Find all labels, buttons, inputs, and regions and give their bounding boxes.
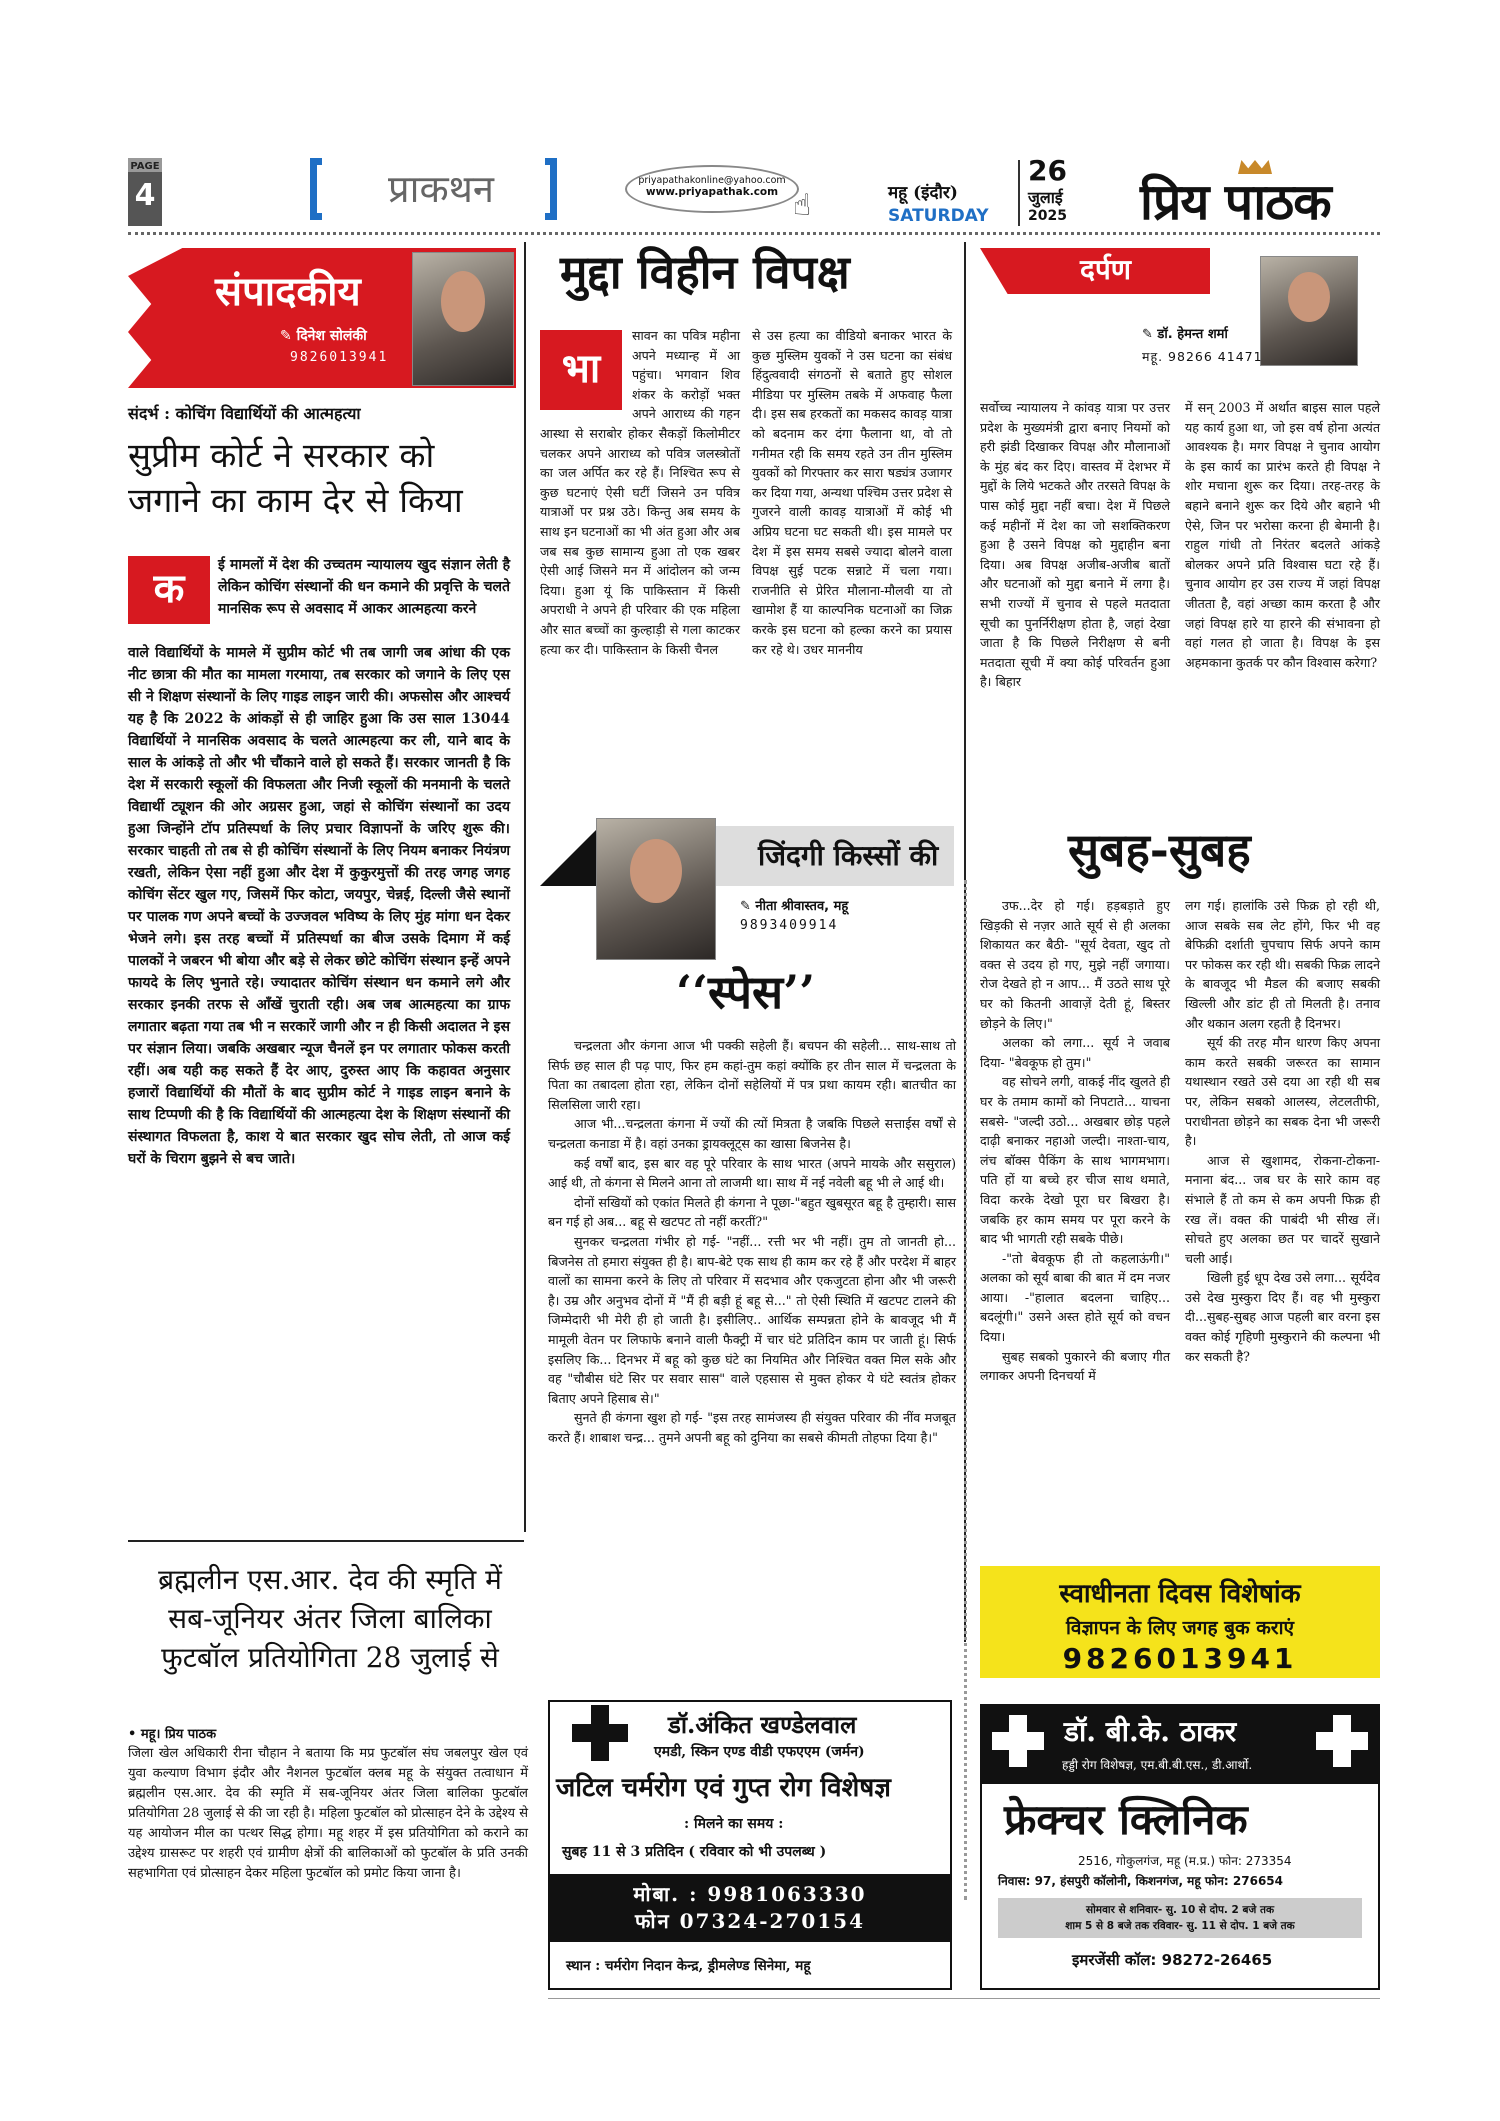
subah-headline: सुबह-सुबह [1068, 823, 1251, 877]
zindagi-headline: ‘‘स्पेस’’ [676, 965, 816, 1019]
day: 26 [1028, 154, 1067, 187]
zindagi-author-photo [596, 818, 716, 960]
independence-ad-phone: 9826013941 [1062, 1642, 1298, 1675]
zindagi-paragraph: दोनों सखियों को एकांत मिलते ही कंगना ने पूछा-"बहुत खुबसूरत बहू है तुम्हारी। सास बन गई हो अब... बहू से खटपट तो नहीं करतीं?" [548, 1194, 956, 1230]
zindagi-paragraph: सुनते ही कंगना खुश हो गई- "इस तरह सामंजस्य ही संयुक्त परिवार की नींव मजबूत करते हैं। शाबाश चन्द्र... तुमने अपनी बहू को दुनिया का सबसे कीमती तोहफा दिया है।" [548, 1410, 956, 1445]
darpan-author-line [1142, 324, 1228, 342]
zindagi-paragraph: कई वर्षों बाद, इस बार वह पूरे परिवार के साथ भारत (अपने मायके और ससुराल) आई थी, तो कंगना से मिलने आना तो लाजमी था। साथ में नई नवेली बहू भी ले आई थी। [548, 1155, 956, 1191]
contact-website[interactable]: www.priyapathak.com [645, 186, 779, 198]
ad-thakar-emergency: इमरजेंसी कॉल: 98272-26465 [1072, 1951, 1273, 1969]
date-divider [1018, 160, 1020, 226]
pointing-hand-icon: ☝ [793, 188, 812, 223]
paper-logo [1140, 160, 1380, 230]
zindagi-author: नीता श्रीवास्तव, महू [755, 899, 849, 914]
editorial-phone: 9826013941 [290, 350, 389, 365]
pen-icon: ✎ [1142, 327, 1158, 342]
football-headline: ब्रह्मलीन एस.आर. देव की स्मृति में सब-जूनियर अंतर जिला बालिका फुटबॉल प्रतियोगिता 28 जुलाई से [158, 1563, 502, 1674]
ad-thakar-address: 2516, गोकुलगंज, महू (म.प्र.) फोन: 273354 [1078, 1854, 1292, 1868]
mudda-col1-text: सावन का पवित्र महीना अपने मध्यान्ह में आ पहुंचा। भगवान शिव शंकर के करोड़ों भक्त अपने आराध्य की गहन आस्था से सराबोर होकर सैकड़ों किलोमीटर चलकर अपने आराध्य को पवित्र जलस्त्रोतों का जल अर्पित कर रहे हैं। निश्चित रूप से कुछ घटनाएं ऐसी घटीं जिसने उन पवित्र यात्राओं पर प्रश्न उठे। किन्तु अब समय के साथ इन घटनाओं का भी अंत हुआ और अब जब सब कुछ सामान्य हुआ तो एक खबर ऐसी आई जिसने मन में आंदोलन को जन्म दिया। हुआ यूं कि पाकिस्तान में किसी अपराधी ने अपने ही परिवार की एक महिला और सात बच्चों का कुल्हाड़ी से गला काटकर हत्या कर दी। पाकिस्तान के किसी चैनल [540, 328, 740, 657]
independence-ad-subtitle: विज्ञापन के लिए जगह बुक कराएं [1065, 1617, 1294, 1639]
subah-paragraph: अलका को लगा... सूर्य ने जवाब दिया- "बेवकूफ हो तुम।" [980, 1035, 1170, 1070]
mudda-dropcap-letter: भा [561, 346, 601, 392]
editorial-context: संदर्भ : कोचिंग विद्यार्थियों की आत्महत्या [128, 404, 361, 423]
zindagi-author-line [740, 896, 848, 914]
football-body: जिला खेल अधिकारी रीना चौहान ने बताया कि मप्र फुटबॉल संघ जबलपुर खेल एवं युवा कल्याण विभाग इंदौर और नैशनल फुटबॉल क्लब महू के संयुक्त तत्वाधान में ब्रह्मलीन एस.आर. देव की स्मृति में सब-जूनियर अंतर जिला बालिका फुटबॉल प्रतियोगिता 28 जुलाई से की जा रही है। महिला फुटबॉल को प्रोत्साहन देने के उद्देश्य से यह आयोजन मील का पत्थर सिद्ध होगा। महू शहर में इस प्रतियोगिता को कराने का उद्देश्य ग्रासरूट पर शहरी एवं ग्रामीण क्षेत्रों की बालिकाओं को फुटबॉल के प्रति उनकी सहभागिता एवं प्रोत्साहन देकर महिला फुटबॉल को प्रमोट किया जाना है। [128, 1746, 528, 1881]
darpan-label: दर्पण [1080, 253, 1132, 286]
ad-thakar-residence: निवास: 97, हंसपुरी कॉलोनी, किशनगंज, महू फोन: 276654 [998, 1874, 1283, 1888]
ad-thakar-degree: हड्डी रोग विशेषज्ञ, एम.बी.बी.एस., डी.आर्थो. [1062, 1758, 1253, 1772]
football-dateline: • महू। प्रिय पाठक [128, 1727, 217, 1742]
paper-name: प्रिय पाठक [1140, 172, 1331, 231]
editorial-end-rule [128, 1540, 524, 1542]
year: 2025 [1028, 208, 1067, 224]
ad-thakar-hours-box [998, 1898, 1362, 1938]
zindagi-story [548, 1036, 956, 1447]
ad-ankit-doctor: डॉ.अंकित खण्डेलवाल [668, 1710, 857, 1739]
editorial-author-photo [412, 252, 514, 386]
city: महू (इंदौर) [888, 183, 958, 203]
page-bottom-rule [548, 1998, 1380, 1999]
darpan-place-phone: महू. 98266 41471 [1142, 349, 1263, 364]
mudda-col2-text: से उस हत्या का वीडियो बनाकर भारत के कुछ मुस्लिम युवकों ने उस घटना का संबंध हिंदुत्ववादी संगठनों से बताते हुए सोशल मीडिया पर मुस्लिम तबके में अफवाह फैला दी। इस सब हरकतों का मकसद कावड़ यात्रा को बदनाम कर दंगा फैलाना था, वो तो गनीमत रही कि समय रहते उन तीन मुस्लिम युवकों को गिरफ्तार कर सारा षड्यंत्र उजागर कर दिया गया, अन्यथा पश्चिम उत्तर प्रदेश से गुजरने वाली कावड़ यात्राओं में कोई भी अप्रिय घटना घट सकती थी। इस मामले पर देश में इस समय सबसे ज्यादा बोलने वाला विपक्ष सुई पटक सन्नाटे में चला गया। राजनीति से प्रेरित मौलाना-मौलवी या तो खामोश हैं या काल्पनिक घटनाओं का जिक्र करके इस घटना को हल्का करने का प्रयास कर रहे थे। उधर माननीय [752, 328, 952, 657]
month: जुलाई [1028, 188, 1063, 207]
subah-paragraph: खिली हुई धूप देख उसे लगा... सूर्यदेव उसे देख मुस्कुरा दिए हैं। वह भी मुस्कुरा दी...सुबह-सुबह आज पहली बार वरना इस वक्त कोई गृहिणी मुस्कुराने की कल्पना भी कर सकती है? [1185, 1270, 1380, 1364]
pen-icon: ✎ [740, 899, 756, 914]
ad-thakar-clinic: फ्रेक्चर क्लिनिक [1004, 1795, 1248, 1844]
column-divider-1 [524, 242, 526, 1532]
ad-ankit-phone: फोन 07324-270154 [634, 1909, 866, 1933]
zindagi-paragraph: आज भी...चन्द्रलता कंगना में ज्यों की त्यों मित्रता है जबकि पिछले सत्ताईस वर्षों से चन्द्रलता कनाडा में है। वहां उनका ड्रायक्लूट्स का खासा बिजनेस है। [548, 1116, 956, 1151]
page-number: 4 [134, 178, 156, 213]
ad-ankit-address: स्थान : चर्मरोग निदान केन्द्र, ड्रीमलेण्ड सिनेमा, महू [566, 1958, 811, 1974]
ad-ankit-degree: एमडी, स्किन एण्ड वीडी एफएएम (जर्मन) [654, 1744, 865, 1760]
page-label [128, 158, 162, 226]
ad-ankit-contact-band [550, 1874, 950, 1942]
subah-paragraph: वह सोचने लगी, वाकई नींद खुलते ही घर के तमाम कामों को निपटाते... याचना सबसे- "जल्दी उठो... अखबार छोड़ पहले दाढ़ी बनाकर नहाओ जल्दी। नाश्ता-चाय, लंच बॉक्स पैकिंग के साथ भागमभाग। पति हों या बच्चे हर चीज साथ थमाते, विदा करके देखो पूरा घर बिखरा है। जबकि हर काम समय पर पूरा करने के बाद भी भागती रही सबके पीछे। [980, 1074, 1170, 1247]
ad-thakar-header [982, 1706, 1378, 1784]
zindagi-paragraph: चन्द्रलता और कंगना आज भी पक्की सहेली हैं। बचपन की सहेली... साथ-साथ तो सिर्फ छह साल ही पढ़ पाए, फिर हम कहां-तुम कहां क्योंकि हर तीन साल में चन्द्रलता के पिता का तबादला होता रहा, लेकिन दोनों सहेलियों में पत्र प्रथा कायम रही। बातचीत का सिलसिला जारी रहा। [548, 1038, 956, 1112]
subah-paragraph: सूर्य की तरह मौन धारण किए अपना काम करते सबकी जरूरत का सामान यथास्थान रखते उसे दया आ रही थी सब पर, लेकिन सबको आलस्य, लेटलतीफी, पराधीनता छोड़ने का सबक देना भी जरूरी है। [1185, 1035, 1380, 1149]
darpan-col1-text: सर्वोच्च न्यायालय ने कांवड़ यात्रा पर उत्तर प्रदेश के मुख्यमंत्री द्वारा बनाए नियमों को हरी झंडी दिखाकर विपक्ष और मौलानाओं के मुंह बंद कर दिए। वास्तव में देशभर में मुद्दों के लिये भटकते और तरसते विपक्ष के पास कोई मुद्दा नहीं बचा। देश में पिछले कई महीनों में देश का जो सशक्तिकरण हुआ है उसने विपक्ष को मुद्दाहीन बना दिया। अब विपक्ष अजीब-अजीब बातों और घटनाओं को मुद्दा बनाने में लगा है। सभी राज्यों में चुनाव से पहले मतदाता सूची का पुनर्निरीक्षण होता है, जहां देखा जाता है कि पिछले निरीक्षण से बनी मतदाता सूची में क्या कोई परिवर्तन हुआ है। बिहार [980, 400, 1170, 690]
editorial-author-line [280, 326, 367, 345]
zindagi-label: जिंदगी किस्सों की [758, 839, 939, 872]
subah-paragraph: लग गई। हालांकि उसे फिक्र हो रही थी, आज सबके सब लेट होंगे, फिर भी वह बेफिक्री दर्शाती चुपचाप सिर्फ अपने काम पर फोकस कर रही थी। सबकी फिक्र लादने के बावजूद भी मैडल की बजाए सबकी खिल्ली और डांट ही तो मिलती है। तनाव और थकान अलग रहती है दिनभर। [1185, 898, 1380, 1031]
editorial-label: संपादकीय [215, 268, 361, 315]
section-bracket-left [310, 158, 322, 220]
darpan-author: डॉ. हेमन्त शर्मा [1157, 327, 1228, 342]
ad-ankit-timing: सुबह 11 से 3 प्रतिदिन ( रविवार को भी उपलब्ध ) [562, 1844, 827, 1860]
weekday: SATURDAY [888, 206, 989, 226]
subah-paragraph: -"तो बेवकूफ ही तो कहलाऊंगी।" अलका को सूर्य बाबा की बात में दम नजर आया। -"हालात बदलना चाहिए... बदलूंगी।" उसने अस्त होते सूर्य को वचन दिया। [980, 1250, 1170, 1345]
subah-col1 [980, 896, 1170, 1386]
subah-paragraph: सुबह सबको पुकारने की बजाए गीत लगाकर अपनी दिनचर्या में [980, 1348, 1170, 1384]
ad-ankit-specialty: जटिल चर्मरोग एवं गुप्त रोग विशेषज्ञ [556, 1773, 891, 1803]
zindagi-phone: 9893409914 [740, 918, 839, 933]
subah-paragraph: आज से खुशामद, रोकना-टोकना-मनाना बंद... जब घर के सारे काम वह संभाले हैं तो कम से कम अपनी फिक्र ही रख लें। वक्त की पाबंदी भी सीख लें। सोचते हुए अलका छत पर चादरें सुखाने चली आई। [1185, 1152, 1380, 1266]
ad-thakar-hours1: सोमवार से शनिवार- सु. 10 से दोप. 2 बजे तक [1085, 1904, 1275, 1916]
editorial-body: वाले विद्यार्थियों के मामले में सुप्रीम कोर्ट भी तब जागी जब आंधा की एक नीट छात्रा की मौत का मामला गरमाया, तब सरकार को जगाने के लिए एस सी ने शिक्षण संस्थानों के लिए गाइड लाइन जारी की। अफसोस और आश्चर्य यह है कि 2022 के आंकड़ों से ही जाहिर हुआ कि उस साल 13044 विद्यार्थियों ने मानसिक अवसाद के चलते आत्महत्या कर ली, याने बाद के साल के आंकड़े तो और भी चौंकाने वाले हो सकते हैं। सरकार जानती है कि देश में सरकारी स्कूलों की विफलता और निजी स्कूलों की मनमानी के चलते विद्यार्थी ट्यूशन की ओर अग्रसर हुआ, जहां से कोचिंग संस्थानों का उदय हुआ जिन्होंने टॉप प्रतिस्पर्धा के लिए प्रचार विज्ञापनों के जरिए शुरू की। सरकार चाहती तो तब से ही कोचिंग संस्थानों के लिए नियम बनाकर नियंत्रण रखती, लेकिन ऐसा नहीं हुआ और देश में कुकुरमुत्तों की तरह जगह जगह कोचिंग सेंटर खुल गए, जिसमें फिर कोटा, जयपुर, चेन्नई, दिल्ली जैसे स्थानों पर पालक गण अपने बच्चों के उज्जवल भविष्य के लिए मुंह मांगा धन देकर भेजने लगे। इस तरह बच्चों में प्रतिस्पर्धा का बीज उसके दिमाग में कई पालकों ने जबरन भी बोया और बड़े से लेकर छोटे कोचिंग संस्थान इन्हें अपने फायदे के लिए भुनाते रहे। ज्यादातर कोचिंग संस्थान धन कमाने लगे और सरकार इनकी तरफ से आँखें चुराती रही। अब जब आत्महत्या का ग्राफ लगातार बढ़ता गया तब भी न सरकारें जागी और न ही किसी अदालत ने इस पर संज्ञान लिया। जबकि अखबार न्यूज चैनलें इन पर लगातार फोकस करती रहीं। अब यही कह सकते हैं देर आए, दुरुस्त आए कि कहावत अनुसार हजारों विद्यार्थियों की मौतों के बाद सुप्रीम कोर्ट ने गाइड लाइन बनाने के साथ टिप्पणी की है कि विद्यार्थियों की आत्महत्या देश के शिक्षण संस्थानों की संस्थागत विफलता है, काश ये बात सरकार खुद सोच लेती, तो आज कई घरों के चिराग बुझने से बच जाते। [128, 645, 510, 1167]
editorial-headline: सुप्रीम कोर्ट ने सरकार को जगाने का काम देर से किया [128, 436, 463, 521]
editorial-dropcap [128, 556, 210, 624]
darpan-author-photo [1260, 256, 1358, 366]
darpan-col2-text: में सन् 2003 में अर्थात बाइस साल पहले यह कार्य हुआ था, जो इस वर्ष होना अत्यंत आवश्यक है। मगर विपक्ष ने चुनाव आयोग के इस कार्य का प्रारंभ करते ही विपक्ष ने शोर मचाना शुरू कर दिया। तरह-तरह के बहाने बनाने शुरू कर दिये और बहाने भी ऐसे, जिन पर भरोसा करना ही बेमानी है। राहुल गांधी तो निरंतर बदलते आंकड़े बोलकर अपने प्रति विश्वास घटा रहे हैं। चुनाव आयोग हर उस राज्य में जहां विपक्ष जीतता है, वहां अच्छा काम करता है और जहां विपक्ष हारे या हारने की संभावना हो वहां गलत हो जाता है। विपक्ष के इस अहमकाना कुतर्क पर कौन विश्वास करेगा? [1185, 400, 1380, 670]
contact-email[interactable]: priyapathakonline@yahoo.com [638, 175, 786, 186]
ad-ankit-timing-label: : मिलने का समय : [684, 1816, 784, 1832]
subah-col2 [1185, 896, 1380, 1366]
medical-cross-icon-vertical [591, 1705, 609, 1761]
subah-paragraph: उफ...देर हो गई। हड़बड़ाते हुए खिड़की से नज़र आते सूर्य से ही अलका शिकायत कर बैठी- "सूर्य देवता, खुद तो वक्त से उदय हो गए, मुझे नहीं जगाया। रोज देखते हो न आप... मैं उठते साथ पूरे घर को कितनी आवाज़ें देती हूं, बिस्तर छोड़ने के लिए।" [980, 898, 1170, 1031]
zindagi-paragraph: सुनकर चन्द्रलता गंभीर हो गई- "नहीं... रत्ती भर भी नहीं। तुम तो जानती हो... बिजनेस तो हमारा संयुक्त ही है। बाप-बेटे एक साथ ही काम कर रहे हैं और परदेश में बाहर वालों का सामना करने के लिए तो परिवार में सदभाव और एकजुटता होना और भी जरूरी है। उम्र और अनुभव दोनों में "मैं ही बड़ी हूं बहू से..." तो ऐसी स्थिति में खटपट टालने की जिम्मेदारी भी मेरी ही हो जाती है। इसीलिए.. आर्थिक सम्पन्नता होने के बावजूद भी मैं मामूली वेतन पर लिफाफे बनाने वाली फैक्ट्री में चार घंटे प्रतिदिन काम पर जाती हूं। सिर्फ इसलिए कि... दिनभर में बहू को कुछ घंटे का नियमित और निश्चित वक्त मिल सके और वह "चौबीस घंटे सिर पर सवार सास" वाले एहसास से मुक्त होकर ये घंटे स्वतंत्र होकर बिताए अपने हिसाब से।" [548, 1233, 956, 1406]
masthead-rule [128, 232, 1380, 235]
editorial-lead: ई मामलों में देश की उच्चतम न्यायालय खुद संज्ञान लेती है लेकिन कोचिंग संस्थानों की धन कमाने की प्रवृत्ति के चलते मानसिक रूप से अवसाद में आकर आत्महत्या करने [218, 557, 510, 617]
independence-ad[interactable] [980, 1566, 1380, 1678]
column-divider-2-dotted [964, 880, 967, 1900]
mudda-col1 [540, 326, 740, 663]
ad-thakar-hours2: शाम 5 से 8 बजे तक रविवार- सु. 11 से दोप. 1 बजे तक [1065, 1920, 1295, 1932]
pen-icon: ✎ [280, 328, 297, 344]
page-word: PAGE [128, 158, 162, 172]
editorial-author: दिनेश सोलंकी [296, 328, 367, 344]
contact-oval [625, 165, 799, 213]
ad-dr-ankit[interactable] [548, 1700, 952, 1990]
mudda-headline: मुद्दा विहीन विपक्ष [560, 245, 850, 299]
ad-ankit-mobile: मोबा. : 9981063330 [633, 1882, 867, 1906]
ad-thakar-doctor: डॉ. बी.के. ठाकर [1064, 1715, 1237, 1748]
section-title: प्राकथन [387, 167, 495, 211]
independence-ad-title: स्वाधीनता दिवस विशेषांक [1059, 1579, 1301, 1609]
section-bracket-right [545, 158, 557, 220]
editorial-dropcap-letter: क [153, 566, 185, 612]
ad-dr-thakar[interactable] [980, 1704, 1380, 1990]
